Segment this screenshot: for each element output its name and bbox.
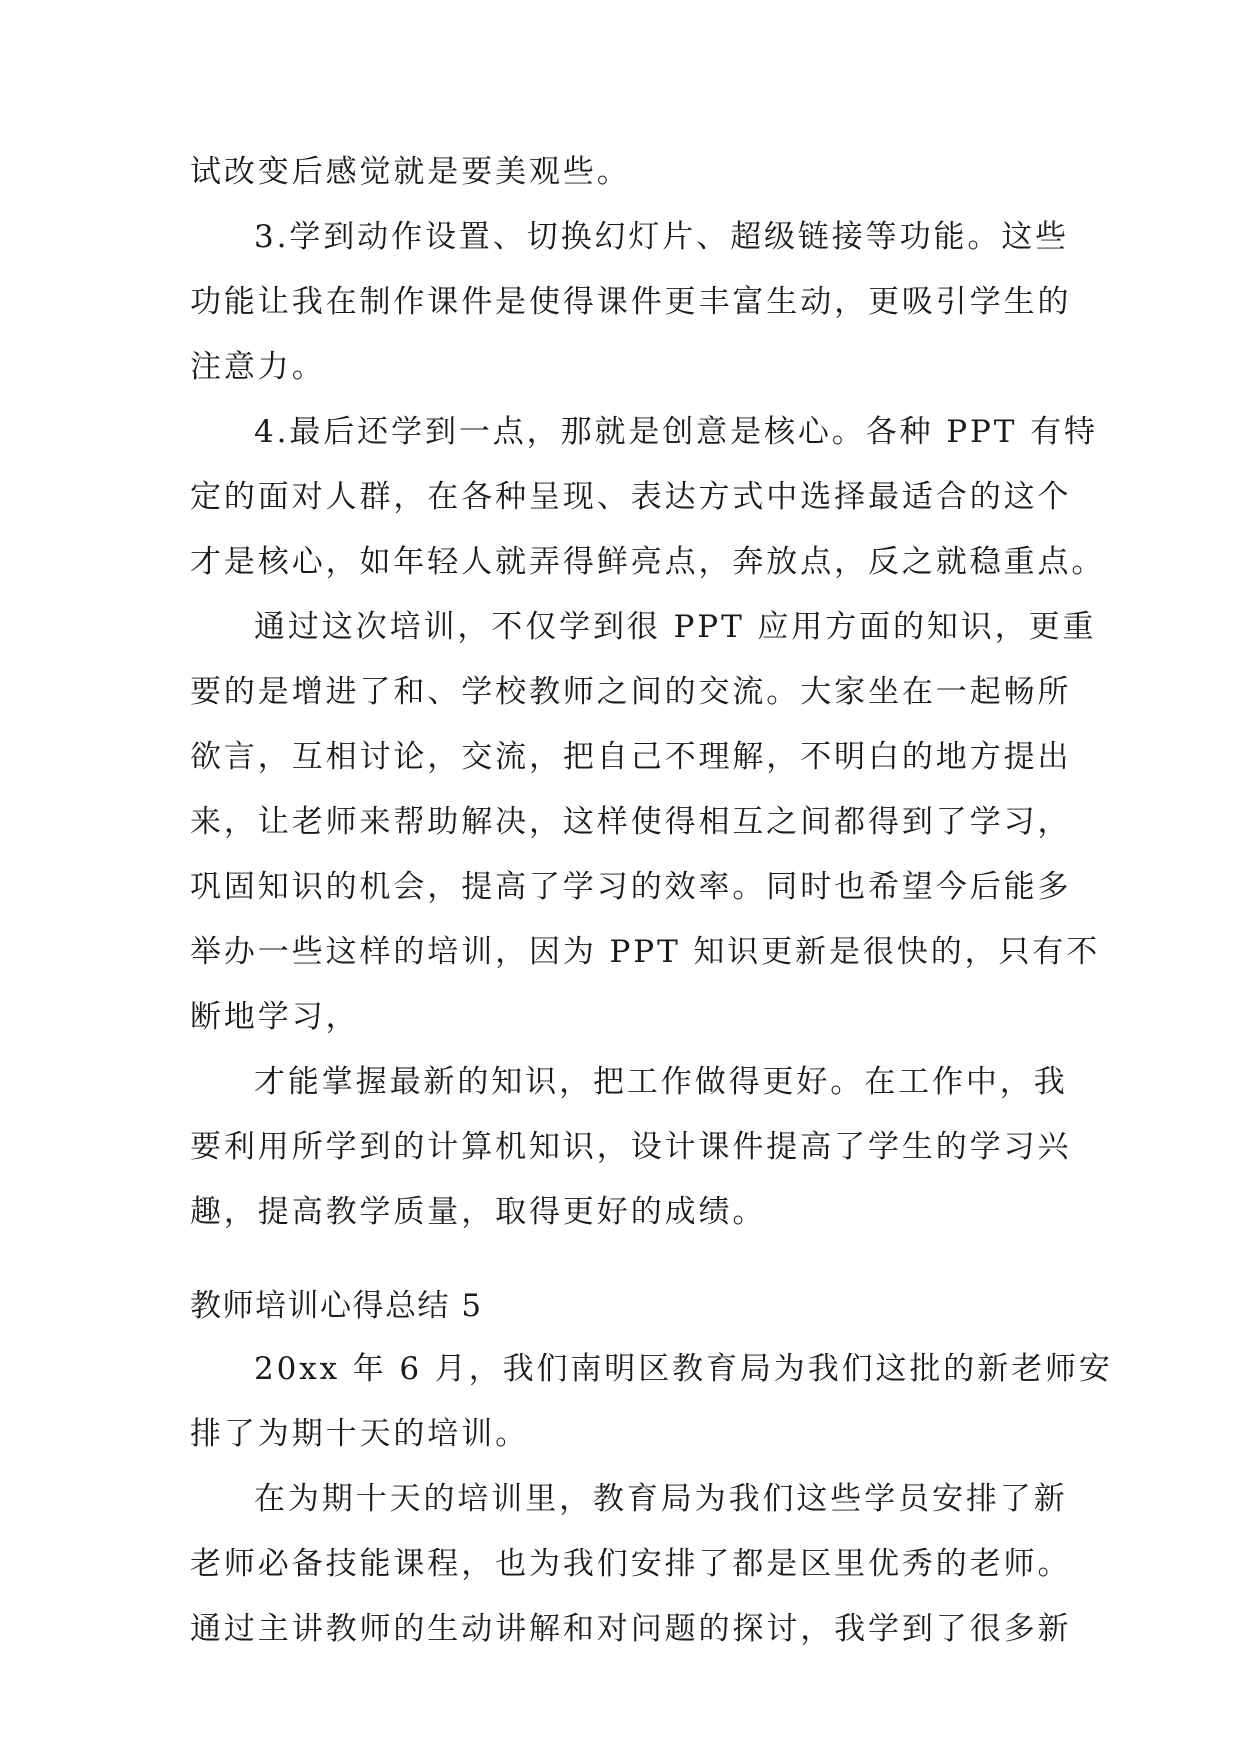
text-line: 举办一些这样的培训，因为 PPT 知识更新是很快的，只有不 <box>190 934 1101 970</box>
text-line: 要利用所学到的计算机知识，设计课件提高了学生的学习兴 <box>190 1129 1072 1165</box>
text-line: 排了为期十天的培训。 <box>190 1416 529 1452</box>
text-line: 趣，提高教学质量，取得更好的成绩。 <box>190 1194 767 1230</box>
text-line: 定的面对人群，在各种呈现、表达方式中选择最适合的这个 <box>190 479 1072 515</box>
text-line: 老师必备技能课程，也为我们安排了都是区里优秀的老师。 <box>190 1546 1072 1582</box>
text-line: 功能让我在制作课件是使得课件更丰富生动，更吸引学生的 <box>190 284 1072 320</box>
text-line: 断地学习， <box>190 999 360 1035</box>
section-heading: 教师培训心得总结 5 <box>190 1288 483 1324</box>
text-line: 才是核心，如年轻人就弄得鲜亮点，奔放点，反之就稳重点。 <box>190 544 1106 580</box>
text-line: 4.最后还学到一点，那就是创意是核心。各种 PPT 有特 <box>254 414 1098 450</box>
text-line: 才能掌握最新的知识，把工作做得更好。在工作中，我 <box>254 1064 1068 1100</box>
text-line: 在为期十天的培训里，教育局为我们这些学员安排了新 <box>254 1481 1068 1517</box>
text-line: 来，让老师来帮助解决，这样使得相互之间都得到了学习， <box>190 804 1072 840</box>
text-line: 试改变后感觉就是要美观些。 <box>190 154 631 190</box>
text-line: 欲言，互相讨论，交流，把自己不理解，不明白的地方提出 <box>190 739 1072 775</box>
text-line: 巩固知识的机会，提高了学习的效率。同时也希望今后能多 <box>190 869 1072 905</box>
text-line: 通过主讲教师的生动讲解和对问题的探讨，我学到了很多新 <box>190 1611 1072 1647</box>
text-line: 注意力。 <box>190 349 326 385</box>
text-line: 要的是增进了和、学校教师之间的交流。大家坐在一起畅所 <box>190 674 1072 710</box>
text-line: 20xx 年 6 月，我们南明区教育局为我们这批的新老师安 <box>254 1351 1113 1387</box>
text-line: 3.学到动作设置、切换幻灯片、超级链接等功能。这些 <box>254 219 1070 255</box>
text-line: 通过这次培训，不仅学到很 PPT 应用方面的知识，更重 <box>254 609 1097 645</box>
